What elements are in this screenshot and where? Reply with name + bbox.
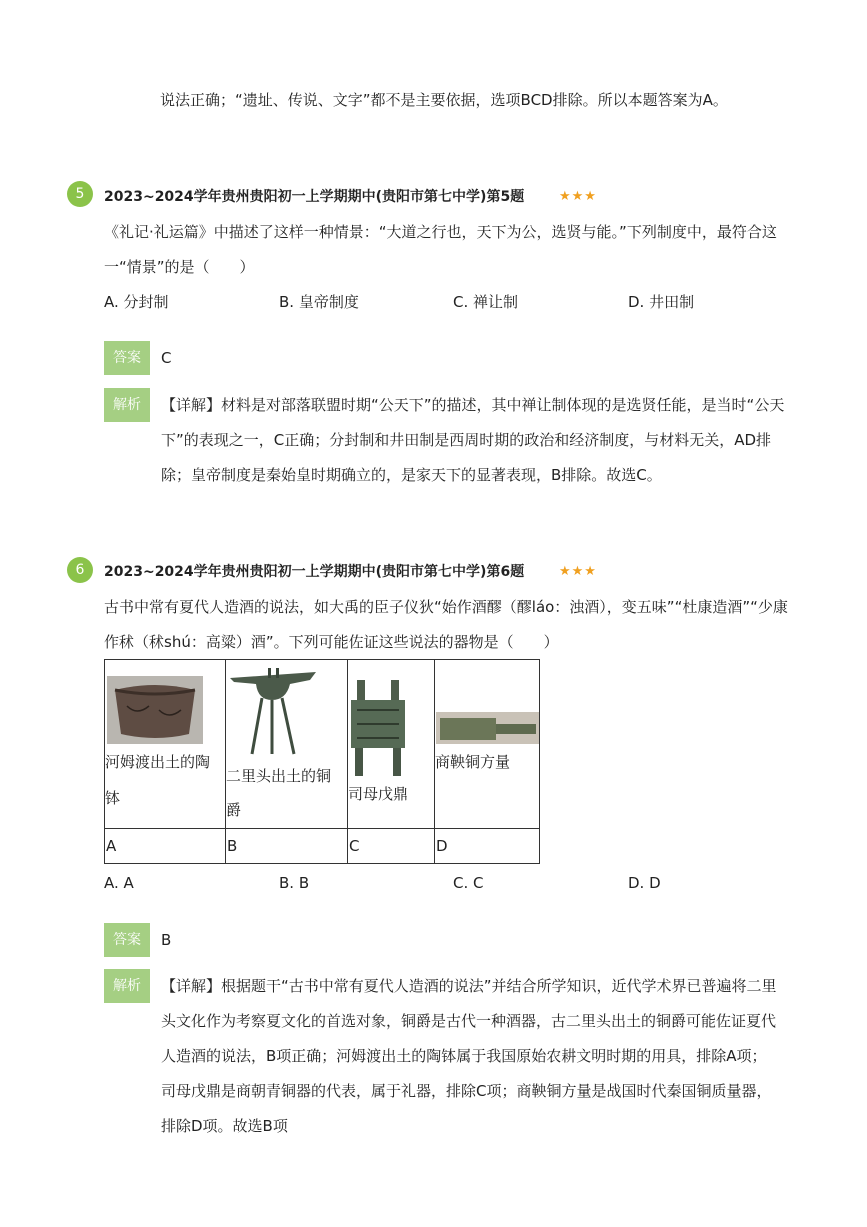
bronze-jue-image: [228, 666, 320, 756]
question-5-option-c[interactable]: C. 禅让制: [453, 293, 519, 311]
artifact-a-caption-line-1: 河姆渡出土的陶: [105, 753, 211, 771]
artifact-c-caption: 司母戊鼎: [348, 785, 409, 803]
artifact-a-caption-line-2: 钵: [105, 789, 121, 807]
question-5-analysis-line-2: 下”的表现之一，C正确；分封制和井田制是西周时期的政治和经济制度，与材料无关，AD排: [161, 431, 772, 449]
question-6-analysis-line-4: 司母戊鼎是商朝青铜器的代表，属于礼器，排除C项；商鞅铜方量是战国时代秦国铜质量器，: [161, 1082, 772, 1100]
question-5-analysis-tag: 解析: [104, 388, 150, 422]
artifact-cell-b: [226, 660, 348, 829]
question-5-number: 5: [67, 181, 93, 207]
question-6-analysis-line-3: 人造酒的说法，B项正确；河姆渡出土的陶钵属于我国原始农耕文明时期的用具，排除A项；: [161, 1047, 767, 1065]
artifact-c-letter-cell: [348, 829, 435, 864]
question-5-stem-line-2: 一“情景”的是（ ）: [104, 258, 255, 276]
question-6-option-d[interactable]: D. D: [628, 874, 661, 892]
question-6-option-c[interactable]: C. C: [453, 874, 484, 892]
intro-text: 说法正确；“遗址、传说、文字”都不是主要依据，选项BCD排除。所以本题答案为A。: [160, 91, 728, 109]
artifact-cell-a: [105, 660, 226, 829]
question-6-answer: B: [161, 931, 172, 949]
question-5-option-d[interactable]: D. 井田制: [628, 293, 695, 311]
artifact-cell-d: [435, 660, 540, 829]
question-5-answer: C: [161, 349, 172, 367]
question-6-option-a[interactable]: A. A: [104, 874, 134, 892]
question-6-analysis-line-2: 头文化作为考察夏文化的首选对象，铜爵是古代一种酒器，古二里头出土的铜爵可能佐证夏代: [161, 1012, 777, 1030]
question-5-answer-tag: 答案: [104, 341, 150, 375]
simuwu-ding-image: [349, 680, 407, 776]
question-5-analysis-line-3: 除；皇帝制度是秦始皇时期确立的，是家天下的显著表现，B排除。故选C。: [161, 466, 662, 484]
shang-yang-measure-image: [436, 712, 539, 744]
artifact-b-caption-line-1: 二里头出土的铜: [226, 767, 332, 785]
question-6-analysis-line-5: 排除D项。故选B项: [161, 1117, 288, 1135]
question-6-answer-tag: 答案: [104, 923, 150, 957]
question-6-difficulty-stars: ★★★: [559, 564, 597, 579]
question-6-number: 6: [67, 557, 93, 583]
artifact-table: [104, 659, 540, 864]
question-6-option-b[interactable]: B. B: [279, 874, 310, 892]
question-5-option-b[interactable]: B. 皇帝制度: [279, 293, 359, 311]
artifact-b-letter: B: [227, 837, 238, 855]
question-5-option-a[interactable]: A. 分封制: [104, 293, 169, 311]
artifact-d-caption: 商鞅铜方量: [435, 753, 511, 771]
artifact-d-letter-cell: [435, 829, 540, 864]
question-6-stem-line-1: 古书中常有夏代人造酒的说法，如大禹的臣子仪狄“始作酒醪（醪láo：浊酒），变五味”“杜康造酒”“少康: [104, 598, 788, 616]
artifact-cell-c: [348, 660, 435, 829]
question-5-difficulty-stars: ★★★: [559, 189, 597, 204]
question-5-analysis-line-1: 【详解】材料是对部落联盟时期“公天下”的描述，其中禅让制体现的是选贤任能，是当时“公天: [161, 396, 785, 414]
artifact-a-letter-cell: [105, 829, 226, 864]
question-5-title[interactable]: 2023~2024学年贵州贵阳初一上学期期中(贵阳市第七中学)第5题: [104, 189, 525, 205]
artifact-c-letter: C: [349, 837, 360, 855]
pottery-bowl-image: [107, 676, 203, 744]
artifact-d-letter: D: [436, 837, 448, 855]
artifact-b-letter-cell: [226, 829, 348, 864]
question-6-stem-line-2: 作秫（秫shú：高粱）酒”。下列可能佐证这些说法的器物是（ ）: [104, 633, 559, 651]
question-5-stem-line-1: 《礼记·礼运篇》中描述了这样一种情景：“大道之行也，天下为公，选贤与能。”下列制度中，最符合这: [104, 223, 777, 241]
artifact-a-letter: A: [106, 837, 117, 855]
artifact-b-caption-line-2: 爵: [226, 801, 242, 819]
question-6-analysis-line-1: 【详解】根据题干“古书中常有夏代人造酒的说法”并结合所学知识，近代学术界已普遍将二里: [161, 977, 777, 995]
question-6-analysis-tag: 解析: [104, 969, 150, 1003]
question-6-title[interactable]: 2023~2024学年贵州贵阳初一上学期期中(贵阳市第七中学)第6题: [104, 564, 525, 580]
